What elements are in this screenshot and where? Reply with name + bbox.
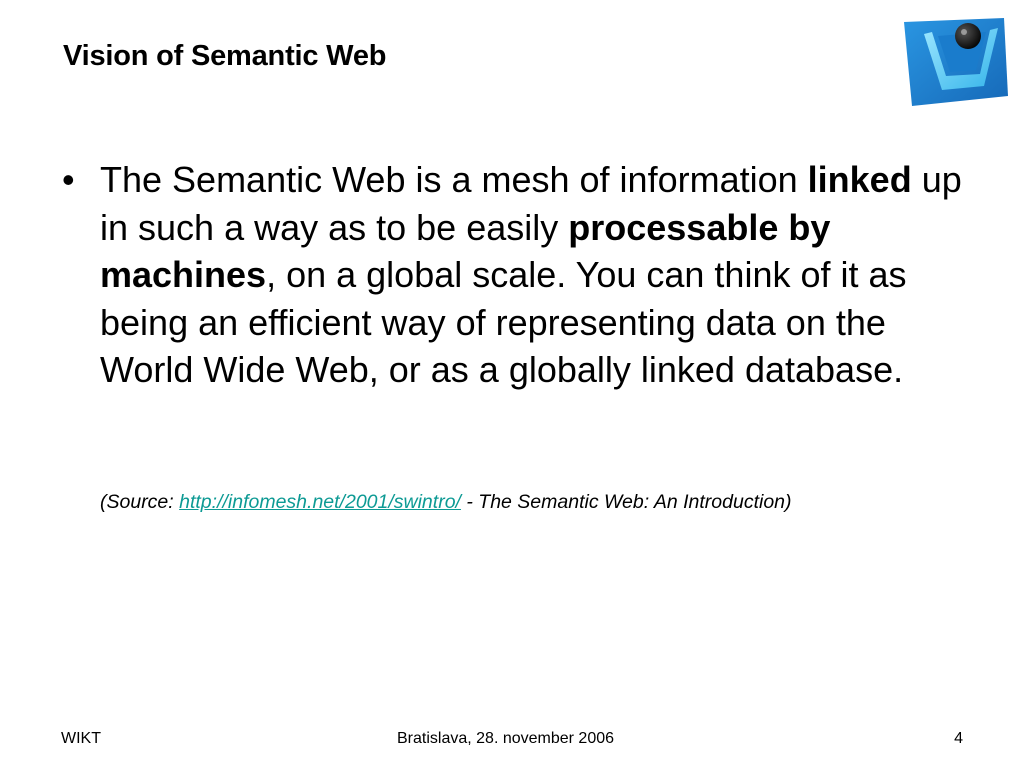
- footer-organization: WIKT: [61, 730, 101, 747]
- bullet-bold-processable: processable by machines: [100, 206, 831, 295]
- bullet-bold-linked: linked: [807, 159, 912, 200]
- bullet-list: [62, 156, 982, 394]
- bullet-text-part1: The Semantic Web is a mesh of information: [100, 159, 808, 200]
- source-citation: [100, 491, 792, 514]
- institution-logo-icon: [898, 14, 1014, 110]
- footer-date-location: Bratislava, 28. november 2006: [397, 730, 615, 747]
- slide-title: Vision of Semantic Web: [63, 40, 387, 72]
- source-prefix: (Source:: [100, 491, 180, 513]
- bullet-marker: •: [62, 159, 75, 200]
- bullet-text-part2: up in such a way as to be easily: [100, 159, 962, 248]
- source-link[interactable]: http://infomesh.net/2001/swintro/: [179, 491, 461, 513]
- source-suffix: - The Semantic Web: An Introduction): [460, 491, 792, 513]
- bullet-item: [62, 156, 982, 394]
- bullet-text-part3: , on a global scale. You can think of it as being an efficient way of representing data on the World Wide Web, or as a globally linked database.: [100, 254, 907, 390]
- footer-page-number: 4: [954, 730, 963, 747]
